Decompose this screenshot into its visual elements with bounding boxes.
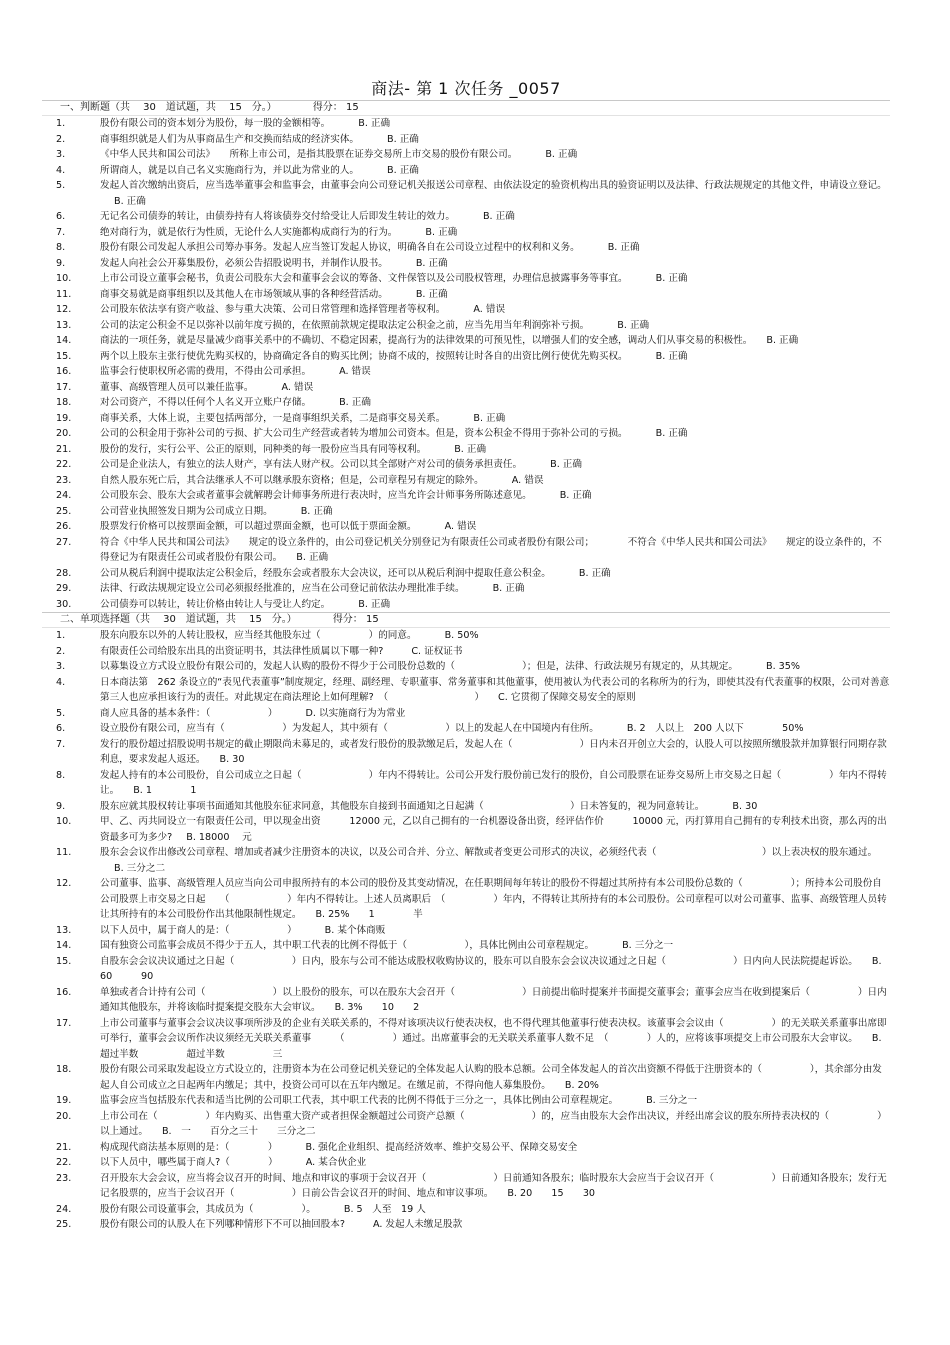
question-answer: B. 2 人以上 200 人以下 50% bbox=[626, 723, 804, 734]
question-item bbox=[42, 209, 890, 225]
document bbox=[42, 78, 890, 1233]
question-number: 7. bbox=[56, 226, 66, 238]
question-text: 构成现代商法基本原则的是：（ ） bbox=[100, 1141, 278, 1153]
question-item bbox=[42, 147, 890, 163]
question-answer: B. 正确 bbox=[550, 459, 582, 470]
question-text: 国有独资公司监事会成员不得少于五人，其中职工代表的比例不得低于（ ），具体比例由公司章程规定。 bbox=[100, 940, 595, 951]
question-item bbox=[42, 768, 890, 799]
question-number: 21. bbox=[56, 1141, 72, 1153]
section-score: 得分： 15 bbox=[312, 102, 359, 113]
question-number: 25. bbox=[56, 1219, 72, 1230]
question-number: 22. bbox=[56, 459, 72, 470]
question-text: 股份的发行，实行公平、公正的原则，同种类的每一股份应当具有同等权利。 bbox=[100, 443, 427, 455]
question-item bbox=[42, 938, 890, 954]
question-number: 20. bbox=[56, 1110, 72, 1122]
question-text: 发起人持有的本公司股份，自公司成立之日起（ ）年内不得转让。公司公开发行股份前已发行的股份，自公司股票在证券交易所上市交易之日起（ ）年内不得转让。 bbox=[100, 769, 887, 796]
question-number: 4. bbox=[56, 676, 66, 688]
question-answer: B. 正确 bbox=[387, 133, 419, 145]
question-item bbox=[42, 985, 890, 1016]
question-text: 董事、高级管理人员可以兼任监事。 bbox=[100, 381, 254, 393]
question-number: 18. bbox=[56, 1064, 72, 1075]
question-text: 股票发行价格可以按票面金额，可以超过票面金额，也可以低于票面金额。 bbox=[100, 521, 417, 532]
question-answer: A. 错误 bbox=[444, 521, 477, 532]
question-item bbox=[42, 364, 890, 380]
question-answer: B. 某个体商贩 bbox=[324, 924, 386, 936]
question-answer: A. 错误 bbox=[281, 381, 314, 393]
question-text: 商事交易就是商事组织以及其他人在市场领域从事的各种经营活动。 bbox=[100, 288, 388, 300]
question-number: 22. bbox=[56, 1157, 72, 1168]
question-number: 6. bbox=[56, 723, 66, 734]
question-answer: B. 正确 bbox=[339, 397, 371, 408]
question-item bbox=[42, 1202, 890, 1218]
question-answer: B. 超过半数 超过半数 三 bbox=[100, 1033, 882, 1060]
question-number: 3. bbox=[56, 149, 66, 160]
question-number: 17. bbox=[56, 381, 72, 393]
question-number: 5. bbox=[56, 707, 66, 719]
question-item bbox=[42, 225, 890, 241]
question-number: 19. bbox=[56, 412, 72, 424]
question-answer: B. 正确 bbox=[300, 505, 333, 517]
question-text: 符合《中华人民共和国公司法》 规定的设立条件的，由公司登记机关分别登记为有限责任公司或者股份有限公司； 不符合《中华人民共和国公司法》 规定的设立条件的，不得登记为有限责任公司或者股份有限公司。 bbox=[100, 536, 882, 563]
question-number: 23. bbox=[56, 1172, 72, 1184]
question-item bbox=[42, 1109, 890, 1140]
question-text: 公司债券可以转让，转让价格由转让人与受让人约定。 bbox=[100, 598, 331, 610]
question-number: 26. bbox=[56, 521, 72, 532]
question-number: 29. bbox=[56, 583, 72, 594]
section-header bbox=[42, 100, 890, 116]
question-item bbox=[42, 1093, 890, 1109]
question-item bbox=[42, 178, 890, 209]
question-item bbox=[42, 442, 890, 458]
question-number: 1. bbox=[56, 118, 66, 129]
question-answer: B. 正确 bbox=[296, 552, 329, 563]
question-answer: A. 某合伙企业 bbox=[305, 1157, 367, 1168]
question-text: 无记名公司债券的转让，由债券持有人将该债券交付给受让人后即发生转让的效力。 bbox=[100, 211, 455, 222]
question-answer: A. 错误 bbox=[473, 304, 506, 315]
question-number: 18. bbox=[56, 397, 72, 408]
question-text: 公司的公积金用于弥补公司的亏损、扩大公司生产经营或者转为增加公司资本。但是，资本公积金不得用于弥补公司的亏损。 bbox=[100, 428, 628, 439]
question-item bbox=[42, 271, 890, 287]
question-number: 1. bbox=[56, 630, 66, 641]
question-item bbox=[42, 1217, 890, 1233]
question-answer: B. 正确 bbox=[387, 164, 419, 176]
question-item bbox=[42, 287, 890, 303]
question-item bbox=[42, 628, 890, 644]
question-answer: B. 30 bbox=[732, 800, 758, 812]
question-answer: B. 18000 元 bbox=[186, 831, 252, 843]
question-answer: B. 三分之一 bbox=[622, 940, 674, 951]
question-text: 两个以上股东主张行使优先购买权的，协商确定各自的购买比例；协商不成的，按照转让时各自的出资比例行使优先购买权。 bbox=[100, 350, 628, 362]
question-number: 7. bbox=[56, 738, 66, 750]
question-answer: B. 正确 bbox=[655, 428, 688, 439]
question-item bbox=[42, 395, 890, 411]
question-text: 上市公司董事与董事会会议决议事项所涉及的企业有关联关系的，不得对该项决议行使表决权，也不得代理其他董事行使表决权。该董事会会议由（ ）的无关联关系董事出席即可举行，董事会会议所作决议须经无关联关系董事 （ ）通过。出席董事会的无关联关系董事人数不足 （ ）人的，应将该事项提交上市公司股东大会审议。 bbox=[100, 1017, 887, 1044]
question-number: 11. bbox=[56, 288, 72, 300]
question-text: 以下人员中，属于商人的是：（ ） bbox=[100, 924, 297, 936]
question-number: 15. bbox=[56, 350, 72, 362]
question-answer: B. 正确 bbox=[766, 335, 799, 346]
sections-container bbox=[42, 100, 890, 1233]
question-item bbox=[42, 535, 890, 566]
question-number: 5. bbox=[56, 180, 66, 191]
question-answer: B. 正确 bbox=[559, 490, 592, 501]
question-answer: B. 正确 bbox=[415, 288, 448, 300]
question-answer: B. 正确 bbox=[578, 567, 611, 579]
question-text: 单独或者合计持有公司（ ）以上股份的股东，可以在股东大会召开（ ）日前提出临时提案并书面提交董事会；董事会应当在收到提案后（ ）日内通知其他股东，并将该临时提案提交股东大会审议。 bbox=[100, 986, 887, 1013]
question-answer: C. 它贯彻了保障交易安全的原则 bbox=[498, 692, 636, 703]
question-text: 法律、行政法规规定设立公司必须报经批准的，应当在公司登记前依法办理批准手续。 bbox=[100, 583, 465, 594]
section-header bbox=[42, 612, 890, 628]
question-answer: A. 错误 bbox=[511, 474, 544, 486]
question-text: 监事会行使职权所必需的费用，不得由公司承担。 bbox=[100, 366, 312, 377]
question-number: 13. bbox=[56, 319, 72, 331]
question-item bbox=[42, 240, 890, 256]
question-text: 股份有限公司的资本划分为股份，每一股的金额相等。 bbox=[100, 118, 331, 129]
question-answer: B. 正确 bbox=[617, 319, 650, 331]
question-answer: A. 发起人未缴足股款 bbox=[372, 1219, 463, 1230]
question-number: 3. bbox=[56, 661, 66, 672]
question-answer: B. 30 bbox=[219, 754, 245, 765]
question-answer: B. 正确 bbox=[114, 195, 146, 207]
question-text: 《中华人民共和国公司法》 所称上市公司，是指其股票在证券交易所上市交易的股份有限公司。 bbox=[100, 149, 518, 160]
question-text: 公司营业执照签发日期为公司成立日期。 bbox=[100, 505, 273, 517]
section-title: 一、判断题（共 30 道试题，共 15 分。） bbox=[60, 102, 277, 113]
question-text: 股份有限公司发起人承担公司筹办事务。发起人应当签订发起人协议，明确各自在公司设立过程中的权利和义务。 bbox=[100, 242, 580, 253]
question-answer: B. 正确 bbox=[358, 118, 391, 129]
page-title: 商法- 第 1 次任务 _0057 bbox=[371, 79, 561, 98]
question-text: 发行的股份超过招股说明书规定的截止期限尚未募足的，或者发行股份的股款缴足后，发起人在（ ）日内未召开创立大会的，认股人可以按照所缴股款并加算银行同期存款利息，要求发起人返还。 bbox=[100, 738, 887, 765]
question-item bbox=[42, 799, 890, 815]
question-number: 24. bbox=[56, 490, 72, 501]
question-item bbox=[42, 706, 890, 722]
question-item bbox=[42, 380, 890, 396]
question-text: 商事关系，大体上说，主要包括两部分，一是商事组织关系，二是商事交易关系。 bbox=[100, 412, 446, 424]
question-item bbox=[42, 302, 890, 318]
question-text: 公司从税后利润中提取法定公积金后，经股东会或者股东大会决议，还可以从税后利润中提取任意公积金。 bbox=[100, 567, 551, 579]
question-text: 股份有限公司的认股人在下列哪种情形下不可以抽回股本? bbox=[100, 1219, 345, 1230]
question-answer: B. 三分之二 bbox=[114, 862, 166, 874]
question-item bbox=[42, 1140, 890, 1156]
question-item bbox=[42, 132, 890, 148]
question-text: 商事组织就是人们为从事商品生产和交换而结成的经济实体。 bbox=[100, 133, 360, 145]
question-text: 监事会应当包括股东代表和适当比例的公司职工代表，其中职工代表的比例不得低于三分之一，具体比例由公司章程规定。 bbox=[100, 1095, 619, 1106]
question-answer: B. 正确 bbox=[415, 257, 448, 269]
question-answer: A. 错误 bbox=[339, 366, 371, 377]
question-number: 19. bbox=[56, 1095, 72, 1106]
question-text: 自然人股东死亡后，其合法继承人不可以继承股东资格；但是，公司章程另有规定的除外。 bbox=[100, 474, 484, 486]
question-answer: C. 证权证书 bbox=[411, 645, 463, 657]
question-number: 28. bbox=[56, 567, 72, 579]
question-answer: B. 25% 1 半 bbox=[315, 909, 423, 920]
question-item bbox=[42, 1171, 890, 1202]
question-text: 以下人员中，哪些属于商人?（ ） bbox=[100, 1157, 278, 1168]
question-item bbox=[42, 581, 890, 597]
question-text: 上市公司设立董事会秘书，负责公司股东大会和董事会会议的筹备、文件保管以及公司股权管理，办理信息披露事务等事宜。 bbox=[100, 273, 628, 284]
question-item bbox=[42, 256, 890, 272]
question-item bbox=[42, 426, 890, 442]
question-text: 股份有限公司采取发起设立方式设立的，注册资本为在公司登记机关登记的全体发起人认购的股本总额。公司全体发起人的首次出资额不得低于注册资本的（ ），其余部分由发起人自公司成立之日起两年内缴足；其中，投资公司可以在五年内缴足。在缴足前，不得向他人募集股份。 bbox=[100, 1064, 882, 1091]
question-number: 12. bbox=[56, 878, 72, 889]
question-item bbox=[42, 411, 890, 427]
question-number: 21. bbox=[56, 443, 72, 455]
question-item bbox=[42, 318, 890, 334]
question-item bbox=[42, 1155, 890, 1171]
question-text: 公司股东会、股东大会或者董事会就解聘会计师事务所进行表决时，应当允许会计师事务所陈述意见。 bbox=[100, 490, 532, 501]
question-number: 16. bbox=[56, 366, 72, 377]
question-number: 13. bbox=[56, 924, 72, 936]
question-text: 商人应具备的基本条件：（ ） bbox=[100, 707, 278, 719]
question-answer: B. 正确 bbox=[492, 583, 525, 594]
question-answer: B. 3% 10 2 bbox=[334, 1002, 420, 1013]
question-answer: B. 1 1 bbox=[133, 785, 197, 796]
question-item bbox=[42, 876, 890, 923]
question-item bbox=[42, 488, 890, 504]
question-text: 发起人向社会公开募集股份，必须公告招股说明书，并制作认股书。 bbox=[100, 257, 388, 269]
question-number: 10. bbox=[56, 273, 72, 284]
question-item bbox=[42, 349, 890, 365]
question-number: 2. bbox=[56, 645, 66, 657]
section-score: 得分： 15 bbox=[332, 614, 379, 625]
question-item bbox=[42, 845, 890, 876]
question-item bbox=[42, 519, 890, 535]
question-item bbox=[42, 814, 890, 845]
question-answer: B. 5 人至 19 人 bbox=[343, 1203, 426, 1215]
question-item bbox=[42, 1016, 890, 1063]
question-text: 股份有限公司设董事会，其成员为（ ）。 bbox=[100, 1203, 316, 1215]
question-text: 有限责任公司给股东出具的出资证明书，其法律性质属以下哪一种? bbox=[100, 645, 384, 657]
question-number: 11. bbox=[56, 847, 72, 858]
question-text: 股东向股东以外的人转让股权，应当经其他股东过（ ）的同意。 bbox=[100, 630, 417, 641]
question-number: 9. bbox=[56, 800, 66, 812]
question-text: 商法的一项任务，就是尽量减少商事关系中的不确切、不稳定因素，提高行为的法律效果的可预见性，以增强人们的安全感，调动人们从事交易的积极性。 bbox=[100, 335, 753, 346]
question-answer: B. 正确 bbox=[454, 443, 487, 455]
question-item bbox=[42, 954, 890, 985]
question-answer: D. 以实施商行为为常业 bbox=[305, 707, 406, 719]
section-title: 二、单项选择题（共 30 道试题，共 15 分。） bbox=[60, 614, 297, 625]
question-text: 所谓商人，就是以自己名义实施商行为，并以此为常业的人。 bbox=[100, 164, 360, 176]
question-number: 8. bbox=[56, 242, 66, 253]
question-item bbox=[42, 504, 890, 520]
question-number: 20. bbox=[56, 428, 72, 439]
question-item bbox=[42, 457, 890, 473]
question-text: 甲、乙、丙共同设立一有限责任公司，甲以现金出资 12000 元，乙以自己拥有的一台机器设备出资，经评估作价 10000 元，丙打算用自己拥有的专利技术出资，那么丙的出资最多可为多少? bbox=[100, 816, 887, 843]
question-text: 公司的法定公积金不足以弥补以前年度亏损的，在依照前款规定提取法定公积金之前，应当先用当年利润弥补亏损。 bbox=[100, 319, 590, 331]
question-item bbox=[42, 923, 890, 939]
question-item bbox=[42, 675, 890, 706]
question-text: 绝对商行为，就是依行为性质，无论什么人实施都构成商行为的行为。 bbox=[100, 226, 398, 238]
question-item bbox=[42, 721, 890, 737]
question-number: 2. bbox=[56, 133, 66, 145]
question-number: 16. bbox=[56, 986, 72, 998]
question-number: 14. bbox=[56, 335, 72, 346]
question-answer: B. 正确 bbox=[607, 242, 640, 253]
question-text: 设立股份有限公司，应当有（ ）为发起人，其中须有（ ）以上的发起人在中国境内有住所。 bbox=[100, 723, 599, 734]
question-item bbox=[42, 737, 890, 768]
question-answer: B. 三分之一 bbox=[646, 1095, 698, 1106]
question-number: 6. bbox=[56, 211, 66, 222]
question-item bbox=[42, 644, 890, 660]
question-item bbox=[42, 659, 890, 675]
question-answer: B. 正确 bbox=[655, 273, 688, 284]
question-answer: B. 60 90 bbox=[100, 955, 882, 982]
question-text: 日本商法第 262 条设立的“表见代表董事”制度规定，经理、副经理、专职董事、常务董事和其他董事，使用被认为代表公司的名称所为的行为，即使其没有代表董事的权限，公司对善意第三人也应承担该行为的责任。对此规定在商法理论上如何理解? （ ） bbox=[100, 676, 890, 703]
question-answer: B. 正确 bbox=[545, 149, 578, 160]
question-text: 发起人首次缴纳出资后，应当选举董事会和监事会，由董事会向公司登记机关报送公司章程、由依法设定的验资机构出具的验资证明以及法律、行政法规规定的其他文件，申请设立登记。 bbox=[100, 180, 887, 191]
question-number: 23. bbox=[56, 474, 72, 486]
question-answer: B. 20% bbox=[564, 1079, 599, 1091]
question-number: 25. bbox=[56, 505, 72, 517]
question-text: 股东会会议作出修改公司章程、增加或者减少注册资本的决议，以及公司合并、分立、解散或者变更公司形式的决议，必须经代表（ ）以上表决权的股东通过。 bbox=[100, 847, 878, 858]
question-number: 14. bbox=[56, 940, 72, 951]
question-number: 24. bbox=[56, 1203, 72, 1215]
question-answer: B. 正确 bbox=[655, 350, 688, 362]
question-answer: B. 一 百分之三十 三分之二 bbox=[161, 1126, 316, 1137]
question-text: 以募集设立方式设立股份有限公司的，发起人认购的股份不得少于公司股份总数的（ ）；但是，法律、行政法规另有规定的，从其规定。 bbox=[100, 661, 738, 672]
question-answer: B. 正确 bbox=[425, 226, 458, 238]
question-number: 4. bbox=[56, 164, 66, 176]
question-number: 30. bbox=[56, 598, 72, 610]
question-number: 12. bbox=[56, 304, 72, 315]
question-answer: B. 50% bbox=[444, 630, 479, 641]
question-answer: B. 20 15 30 bbox=[507, 1188, 596, 1199]
question-text: 股东应就其股权转让事项书面通知其他股东征求同意，其他股东自接到书面通知之日起满（ ）日未答复的，视为同意转让。 bbox=[100, 800, 705, 812]
question-text: 对公司资产，不得以任何个人名义开立账户存储。 bbox=[100, 397, 312, 408]
question-text: 自股东会会议决议通过之日起（ ）日内，股东与公司不能达成股权收购协议的，股东可以自股东会会议决议通过之日起（ ）日内向人民法院提起诉讼。 bbox=[100, 955, 858, 967]
question-number: 27. bbox=[56, 536, 72, 548]
question-number: 15. bbox=[56, 955, 72, 967]
question-answer: B. 正确 bbox=[358, 598, 391, 610]
question-text: 公司董事、监事、高级管理人员应当向公司申报所持有的本公司的股份及其变动情况，在任职期间每年转让的股份不得超过其所持有本公司股份总数的（ ）；所持本公司股份自公司股票上市交易之日起 （ ）年内不得转让。上述人员离职后 （ ）年内，不得转让其所持有的本公司股份。公司章程可以对公司董事、监事、高级管理人员转让其所持有的本公司股份作出其他限制性规定。 bbox=[100, 878, 887, 920]
question-number: 17. bbox=[56, 1017, 72, 1029]
question-item bbox=[42, 566, 890, 582]
question-item bbox=[42, 116, 890, 132]
question-answer: B. 强化企业组织、提高经济效率、维护交易公平、保障交易安全 bbox=[305, 1141, 578, 1153]
question-answer: B. 正确 bbox=[482, 211, 515, 222]
question-text: 召开股东大会会议，应当将会议召开的时间、地点和审议的事项于会议召开（ ）日前通知各股东；临时股东大会应当于会议召开（ ）日前通知各股东；发行无记名股票的，应当于会议召开（ ）日前公告会议召开的时间、地点和审议事项。 bbox=[100, 1172, 887, 1199]
question-text: 公司股东依法享有资产收益、参与重大决策、公司日常管理和选择管理者等权利。 bbox=[100, 304, 446, 315]
question-item bbox=[42, 163, 890, 179]
question-text: 上市公司在（ ）年内购买、出售重大资产或者担保金额超过公司资产总额（ ）的，应当由股东大会作出决议，并经出席会议的股东所持表决权的（ ）以上通过。 bbox=[100, 1110, 887, 1137]
question-number: 8. bbox=[56, 769, 66, 781]
question-number: 9. bbox=[56, 257, 66, 269]
question-item bbox=[42, 473, 890, 489]
question-text: 公司是企业法人，有独立的法人财产，享有法人财产权。公司以其全部财产对公司的债务承担责任。 bbox=[100, 459, 523, 470]
question-number: 10. bbox=[56, 816, 72, 827]
question-item bbox=[42, 1062, 890, 1093]
question-item bbox=[42, 597, 890, 613]
question-item bbox=[42, 333, 890, 349]
question-answer: B. 正确 bbox=[473, 412, 506, 424]
question-answer: B. 35% bbox=[765, 661, 800, 672]
